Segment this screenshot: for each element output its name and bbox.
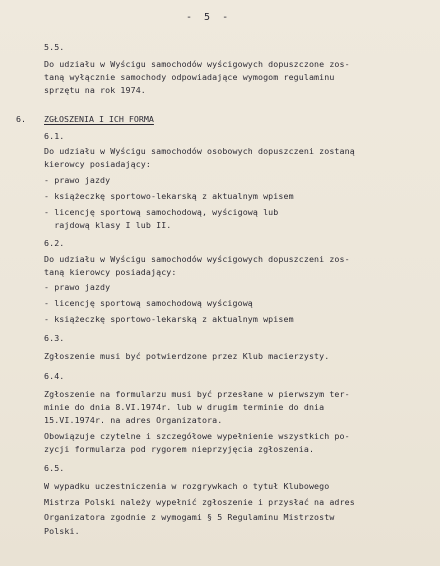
paragraph-6-1-line-2: kierowcy posiadający: xyxy=(44,159,151,169)
paragraph-6-4-line-4: Obowiązuje czytelne i szczegółowe wypełnienie wszystkich po- xyxy=(44,431,350,441)
paragraph-6-2-line-5: - książeczkę sportowo-lekarską z aktualnym wpisem xyxy=(44,314,294,324)
paragraph-6-4-line-2: minie do dnia 8.VI.1974r. lub w drugim terminie do dnia xyxy=(44,402,325,412)
paragraph-6-5-line-3: Organizatora zgodnie z wymogami § 5 Regulaminu Mistrzostw xyxy=(44,512,335,522)
section-5-5-line-2: taną wyłącznie samochody odpowiadające wymogom regulaminu xyxy=(44,72,335,82)
paragraph-6-1-line-6: rajdową klasy I lub II. xyxy=(44,220,172,230)
paragraph-6-4-line-1: Zgłoszenie na formularzu musi być przesłane w pierwszym ter- xyxy=(44,389,350,399)
section-6-number: 6. xyxy=(16,114,26,124)
paragraph-6-1-line-1: Do udziału w Wyścigu samochodów osobowych dopuszczeni zostaną xyxy=(44,146,355,156)
paragraph-6-1-line-3: - prawo jazdy xyxy=(44,175,111,185)
paragraph-6-2-line-4: - licencję sportową samochodową wyścigową xyxy=(44,298,253,308)
paragraph-6-2-line-1: Do udziału w Wyścigu samochodów wyścigowych dopuszczeni zos- xyxy=(44,254,350,264)
page-number: - 5 - xyxy=(186,12,232,23)
paragraph-6-5-number: 6.5. xyxy=(44,463,65,473)
section-5-5-number: 5.5. xyxy=(44,42,65,52)
paragraph-6-4-number: 6.4. xyxy=(44,371,65,381)
paragraph-6-1-line-4: - książeczkę sportowo-lekarską z aktualnym wpisem xyxy=(44,191,294,201)
paragraph-6-2-line-3: - prawo jazdy xyxy=(44,282,111,292)
paragraph-6-4-line-5: zycji formularza pod rygorem nieprzyjęcia zgłoszenia. xyxy=(44,444,315,454)
paragraph-6-3-number: 6.3. xyxy=(44,333,65,343)
paragraph-6-2-number: 6.2. xyxy=(44,238,65,248)
paragraph-6-4-line-3: 15.VI.1974r. na adres Organizatora. xyxy=(44,415,223,425)
paragraph-6-2-line-2: taną kierowcy posiadający: xyxy=(44,267,177,277)
section-5-5-line-1: Do udziału w Wyścigu samochodów wyścigowych dopuszczone zos- xyxy=(44,59,350,69)
section-5-5-line-3: sprzętu na rok 1974. xyxy=(44,85,146,95)
paragraph-6-3-line-1: Zgłoszenie musi być potwierdzone przez Klub macierzysty. xyxy=(44,351,330,361)
paragraph-6-1-line-5: - licencję sportową samochodową, wyścigową lub xyxy=(44,207,279,217)
paragraph-6-5-line-4: Polski. xyxy=(44,526,80,536)
paragraph-6-5-line-2: Mistrza Polski należy wypełnić zgłoszenie i przysłać na adres xyxy=(44,497,355,507)
paragraph-6-1-number: 6.1. xyxy=(44,131,65,141)
paragraph-6-5-line-1: W wypadku uczestniczenia w rozgrywkach o tytuł Klubowego xyxy=(44,481,330,491)
section-6-title: ZGŁOSZENIA I ICH FORMA xyxy=(44,114,154,124)
